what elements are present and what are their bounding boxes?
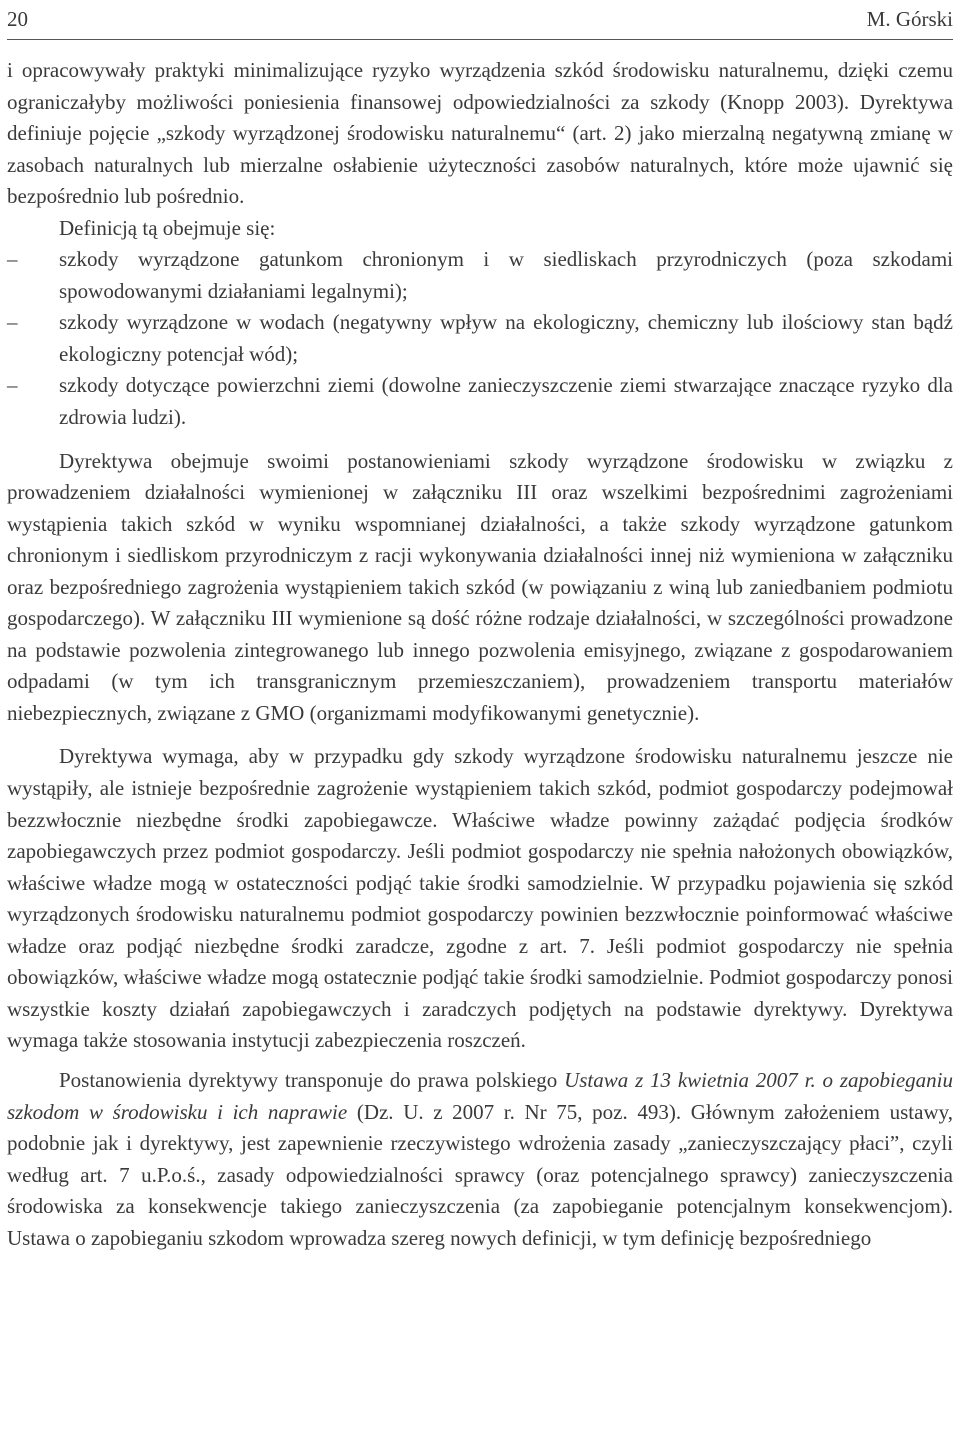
list-item	[7, 307, 953, 370]
paragraph-3: Dyrektywa obejmuje swoimi postanowieniami szkody wyrządzone środowisku w związku z prowadzeniem działalności wymienionej w załączniku III oraz wszelkimi bezpośrednimi zagrożeniami wystąpienia takich szkód w wyniku wspomnianej działalności, a także szkody wyrządzone gatunkom chronionym i siedliskom przyrodniczym z racji wykonywania działalności innej niż wymieniona w załączniku oraz bezpośredniego zagrożenia wystąpieniem takich szkód (w powiązaniu z winą lub zaniedbaniem podmiotu gospodarczego). W załączniku III wymienione są dość różne rodzaje działalności, w szczególności prowadzone na podstawie pozwolenia zintegrowanego lub innego pozwolenia emisyjnego, związane z gospodarowaniem odpadami (w tym ich transgranicznym przemieszczaniem), prowadzeniem transportu materiałów niebezpiecznych, związane z GMO (organizmami modyfikowanymi genetycznie).	[7, 448, 953, 725]
body-text	[7, 55, 953, 1254]
paragraph-1: i opracowywały praktyki minimalizujące ryzyko wyrządzenia szkód środowisku naturalnemu, dzięki czemu ograniczałyby możliwości poniesienia finansowej odpowiedzialności za szkody (Knopp 2003). Dyrektywa definiuje pojęcie „szkody wyrządzonej środowisku naturalnemu“ (art. 2) jako mierzalną negatywną zmianę w zasobach naturalnych lub mierzalne osłabienie użyteczności zasobów naturalnych, które może ujawnić się bezpośrednio lub pośrednio.	[7, 58, 953, 209]
list-item	[7, 370, 953, 433]
list-item-text: szkody wyrządzone gatunkom chronionym i w siedliskach przyrodniczych (poza szkodami spowodowanymi działaniami legalnymi);	[59, 247, 953, 303]
statute-title: Ustawa z 13 kwietnia 2007 r. o zapobieganiu szkodom w środowisku i ich naprawie	[7, 1067, 953, 1124]
page-number: 20	[7, 7, 28, 31]
list-item	[7, 244, 953, 307]
dash-bullet: –	[7, 373, 18, 398]
dash-bullet: –	[7, 310, 18, 335]
paragraph-definition-intro: Definicją tą obejmuje się:	[59, 215, 276, 240]
damage-types-list	[7, 244, 953, 433]
running-header	[7, 4, 953, 34]
list-item-text: szkody wyrządzone w wodach (negatywny wpływ na ekologiczny, chemiczny lub ilościowy stan bądź ekologiczny potencjał wód);	[59, 310, 953, 366]
header-rule	[7, 39, 953, 40]
list-item-text: szkody dotyczące powierzchni ziemi (dowolne zanieczyszczenie ziemi stwarzające znaczące ryzyko dla zdrowia ludzi).	[59, 373, 953, 430]
paragraph-5-text-a: Postanowienia dyrektywy transponuje do prawa polskiego	[59, 1067, 565, 1092]
paragraph-5-text-b: (Dz. U. z 2007 r. Nr 75, poz. 493). Głównym założeniem ustawy, podobnie jak i dyrektywy, jest zapewnienie rzeczywistego wdrożenia zasady „zanieczyszczający płaci”, czyli według art. 7 u.P.o.ś., zasady odpowiedzialności sprawcy (oraz potencjalnego sprawcy) zanieczyszczenia środowiska za konsekwencje takiego zanieczyszczenia (za zapobieganie potencjalnym konsekwencjom). Ustawa o zapobieganiu szkodom wprowadza szereg nowych definicji, w tym definicję bezpośredniego	[7, 1099, 953, 1250]
running-head-author: M. Górski	[866, 7, 953, 31]
dash-bullet: –	[7, 247, 18, 272]
paragraph-4: Dyrektywa wymaga, aby w przypadku gdy szkody wyrządzone środowisku naturalnemu jeszcze nie wystąpiły, ale istnieje bezpośrednie zagrożenie wystąpieniem takich szkód, podmiot gospodarczy podejmował bezzwłocznie niezbędne środki zapobiegawcze. Właściwe władze powinny zażądać podjęcia środków zapobiegawczych przez podmiot gospodarczy. Jeśli podmiot gospodarczy nie spełnia nałożonych obowiązków, właściwe władze mogą w ostateczności podjąć takie środki samodzielnie. W przypadku pojawienia się szkód wyrządzonych środowisku naturalnemu podmiot gospodarczy powinien bezzwłocznie poinformować właściwe władze oraz podjąć niezbędne środki zaradcze, zgodne z art. 7. Jeśli podmiot gospodarczy nie spełnia obowiązków, właściwe władze mogą ostatecznie podjąć takie środki samodzielnie. Podmiot gospodarczy ponosi wszystkie koszty działań zapobiegawczych i zaradczych podjętych na podstawie dyrektywy. Dyrektywa wymaga także stosowania instytucji zabezpieczenia roszczeń.	[7, 744, 953, 1053]
paragraph-5	[7, 1065, 953, 1254]
